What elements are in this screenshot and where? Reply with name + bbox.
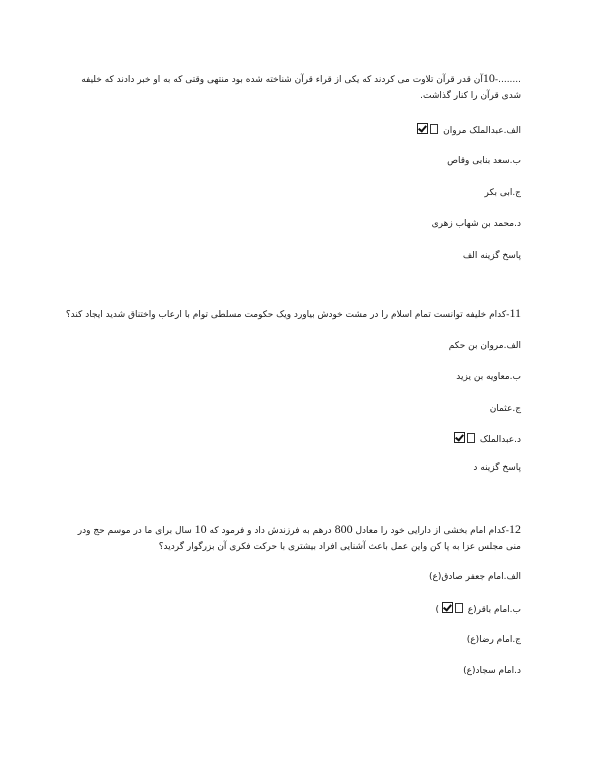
years-value: 10 xyxy=(194,522,207,536)
question-number: 11 xyxy=(509,306,521,320)
empty-box-icon xyxy=(467,433,475,443)
option-b xyxy=(77,602,521,617)
question-number: 10 xyxy=(482,71,495,85)
answer-text: پاسخ گزینه الف xyxy=(462,251,521,261)
checkbox-checked-icon[interactable] xyxy=(442,602,453,613)
option-d xyxy=(77,665,521,678)
checkbox-checked-icon[interactable] xyxy=(454,432,465,443)
option-label: ج.ابی بکر xyxy=(484,188,521,198)
option-a xyxy=(77,340,521,353)
option-label: الف.امام جعفر صادق(ع) xyxy=(429,572,521,582)
closing-paren: ) xyxy=(435,605,440,615)
option-label: د.محمد بن شهاب زهری xyxy=(431,219,521,229)
option-label: الف.مروان بن حکم xyxy=(448,341,521,351)
question-12 xyxy=(77,521,521,555)
question-10 xyxy=(77,70,521,104)
option-label: الف.عبدالملک مروان xyxy=(443,126,521,136)
option-a xyxy=(77,123,521,138)
option-c xyxy=(77,634,521,647)
option-label: ب.سعد بنابی وقاص xyxy=(447,156,521,166)
question-text-part2: درهم به فرزندش داد و فرمود که xyxy=(209,526,332,536)
option-label: ج.عثمان xyxy=(489,404,521,414)
option-b xyxy=(77,371,521,384)
option-c xyxy=(77,403,521,416)
question-11 xyxy=(65,306,521,322)
answer-line xyxy=(77,462,521,475)
checkbox-checked-icon[interactable] xyxy=(417,123,428,134)
question-text: -کدام خلیفه توانست تمام اسلام را در مشت خودش بیاورد ویک حکومت مسلطی توام با ارعاب واختناق شدید ایجاد کند؟ xyxy=(65,310,510,320)
option-label: ب.امام باقر(ع xyxy=(467,605,521,615)
option-a xyxy=(77,571,521,584)
option-label: د.امام سجاد(ع) xyxy=(463,666,521,676)
option-label: د.عبدالملک xyxy=(479,435,521,445)
answer-line xyxy=(77,250,521,263)
option-d xyxy=(77,432,521,447)
answer-text: پاسخ گزینه د xyxy=(473,463,521,473)
question-prefix: ........- xyxy=(494,75,521,85)
empty-box-icon xyxy=(430,124,438,134)
option-label: ب.معاویه بن یزید xyxy=(456,372,521,382)
empty-box-icon xyxy=(455,603,463,613)
question-text: آن قدر قرآن تلاوت می کردند که یکی از قراء قرآن شناخته شده بود منتهی وقتی که به او خبر دادند که خلیفه شدی قرآن را کنار گذاشت. xyxy=(81,75,521,101)
question-text-part3: سال برای ما در موسم حج ودر منی مجلس عزا به پا کن واین عمل باعث آشنایی افراد بیشتری با حرکت فکری آن بزرگوار گردید؟ xyxy=(77,526,521,552)
question-text-part1: -کدام امام بخشی از دارایی خود را معادل xyxy=(355,526,509,536)
question-number: 12 xyxy=(509,522,521,536)
option-c xyxy=(77,187,521,200)
option-d xyxy=(77,218,521,231)
option-label: ج.امام رضا(ع) xyxy=(466,635,521,645)
option-b xyxy=(77,155,521,168)
amount-value: 800 xyxy=(334,522,353,536)
